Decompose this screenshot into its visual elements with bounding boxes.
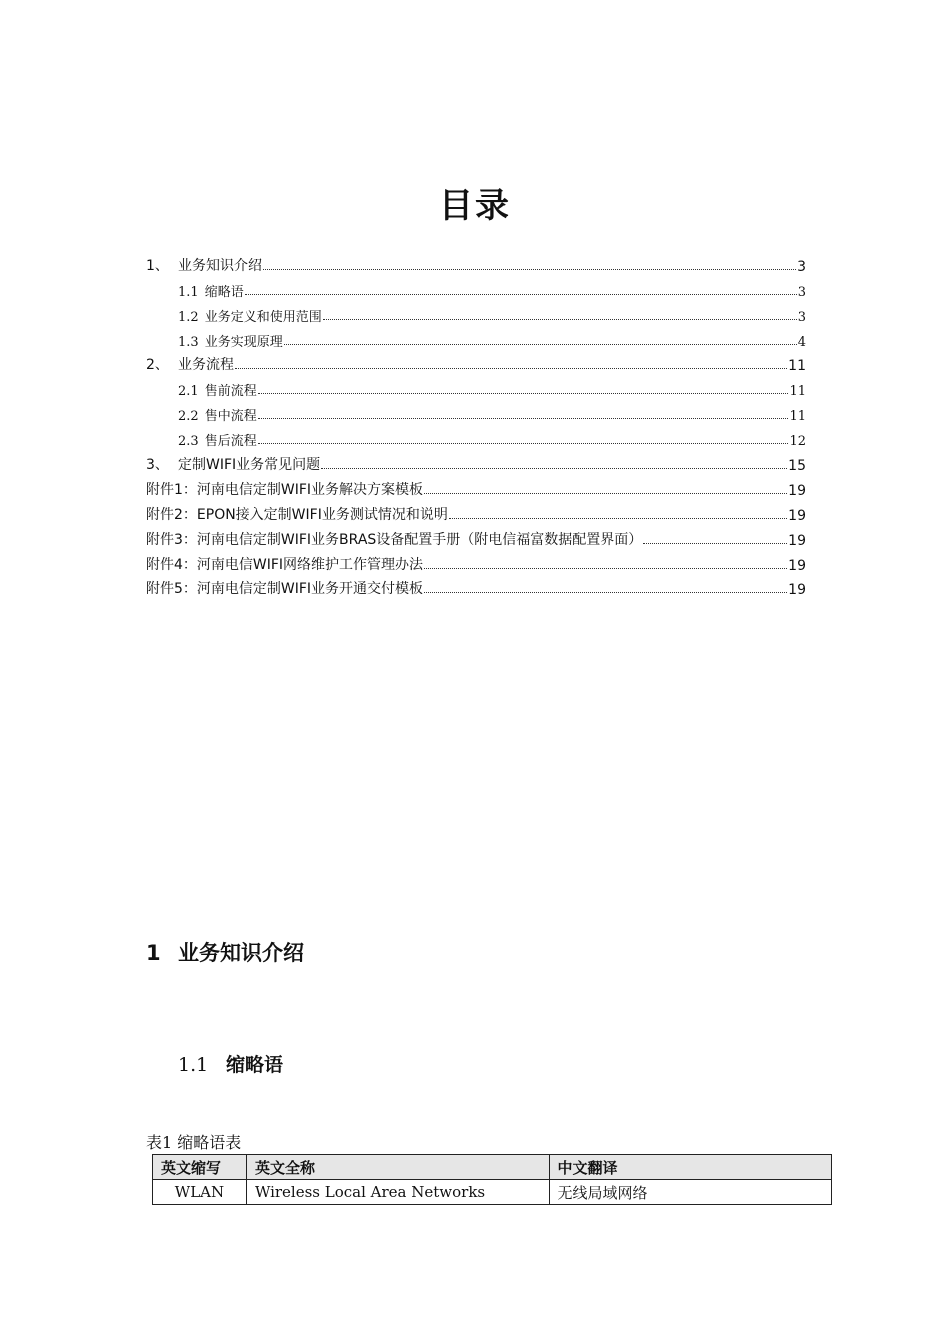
toc-entry-page: 3 [797,284,806,300]
toc-entry-text: 售后流程 [204,434,257,450]
toc-entry-page: 11 [788,358,806,375]
dot-leader [449,517,787,519]
toc-entry-number: 3、 [146,457,169,474]
toc-entry[interactable] [146,474,806,499]
toc-title: 目录 [439,186,511,226]
toc-entry-number: 2.3 [178,434,199,450]
toc-entry-page: 4 [797,334,806,350]
toc-entry[interactable] [146,399,806,424]
dot-leader [424,591,787,593]
table-cell: WLAN [153,1180,247,1205]
toc-entry-page: 15 [788,458,806,475]
toc-entry[interactable] [146,424,806,449]
section-number: 1 [146,941,161,965]
subsection-number: 1.1 [178,1054,209,1076]
dot-leader [284,343,797,345]
dot-leader [235,367,787,369]
toc-entry-page: 11 [789,409,806,425]
toc-entry-number: 2.2 [178,409,199,425]
dot-leader [258,442,789,444]
toc-entry-number: 1.1 [178,284,199,300]
toc-entry-text: 业务实现原理 [204,334,283,350]
toc-entry-number: 1、 [146,257,169,274]
toc-entry-page: 19 [788,557,806,574]
toc-entry-text: 附件2：EPON接入定制WIFI业务测试情况和说明 [146,506,448,523]
toc-entry-page: 19 [788,507,806,524]
toc-entry[interactable] [146,524,806,549]
toc-entry-page: 11 [789,384,806,400]
dot-leader [323,318,797,320]
toc-entry-text: 定制WIFI业务常见问题 [178,457,321,474]
table-cell: Wireless Local Area Networks [246,1180,549,1205]
toc-entry-text: 缩略语 [204,284,244,300]
subsection-title: 缩略语 [226,1054,284,1076]
toc-entry-page: 19 [788,482,806,499]
section-title: 业务知识介绍 [178,941,304,965]
dot-leader [424,492,787,494]
toc-entry-text: 附件5：河南电信定制WIFI业务开通交付模板 [146,581,424,598]
toc-entry[interactable] [146,449,806,474]
table-of-contents [146,250,806,598]
toc-entry[interactable] [146,275,806,300]
toc-entry-text: 附件3：河南电信定制WIFI业务BRAS设备配置手册（附电信福富数据配置界面） [146,531,643,548]
toc-entry-number: 2.1 [178,384,199,400]
toc-entry[interactable] [146,549,806,574]
table-cell: 无线局域网络 [549,1180,832,1205]
toc-entry-text: 业务定义和使用范围 [204,309,322,325]
toc-entry[interactable] [146,574,806,599]
column-header: 英文缩写 [153,1155,247,1180]
toc-entry-page: 3 [797,258,806,275]
toc-entry[interactable] [146,300,806,325]
toc-entry-text: 业务流程 [178,357,234,374]
column-header: 英文全称 [246,1155,549,1180]
dot-leader [258,392,789,394]
toc-entry-text: 售中流程 [204,409,257,425]
toc-entry-text: 附件4：河南电信WIFI网络维护工作管理办法 [146,556,424,573]
toc-entry-text: 业务知识介绍 [178,257,262,274]
toc-entry-text: 附件1：河南电信定制WIFI业务解决方案模板 [146,481,424,498]
abbreviation-table [152,1154,832,1205]
toc-entry-text: 售前流程 [204,384,257,400]
dot-leader [258,417,789,419]
column-header: 中文翻译 [549,1155,832,1180]
subsection-heading [178,1050,283,1077]
table-caption: 表1 缩略语表 [146,1133,242,1152]
toc-entry-page: 12 [789,434,806,450]
dot-leader [245,293,797,295]
toc-entry[interactable] [146,325,806,350]
table-row [153,1180,832,1205]
dot-leader [424,567,787,569]
toc-entry-page: 3 [797,309,806,325]
toc-entry-number: 1.2 [178,309,199,325]
dot-leader [643,542,787,544]
toc-entry[interactable] [146,350,806,375]
toc-entry[interactable] [146,250,806,275]
toc-entry[interactable] [146,374,806,399]
toc-entry-number: 2、 [146,357,169,374]
toc-entry-number: 1.3 [178,334,199,350]
dot-leader [263,268,796,270]
toc-entry-page: 19 [788,582,806,599]
table-header-row [153,1155,832,1180]
toc-entry[interactable] [146,499,806,524]
section-heading [146,937,304,967]
toc-entry-page: 19 [788,532,806,549]
dot-leader [321,467,787,469]
